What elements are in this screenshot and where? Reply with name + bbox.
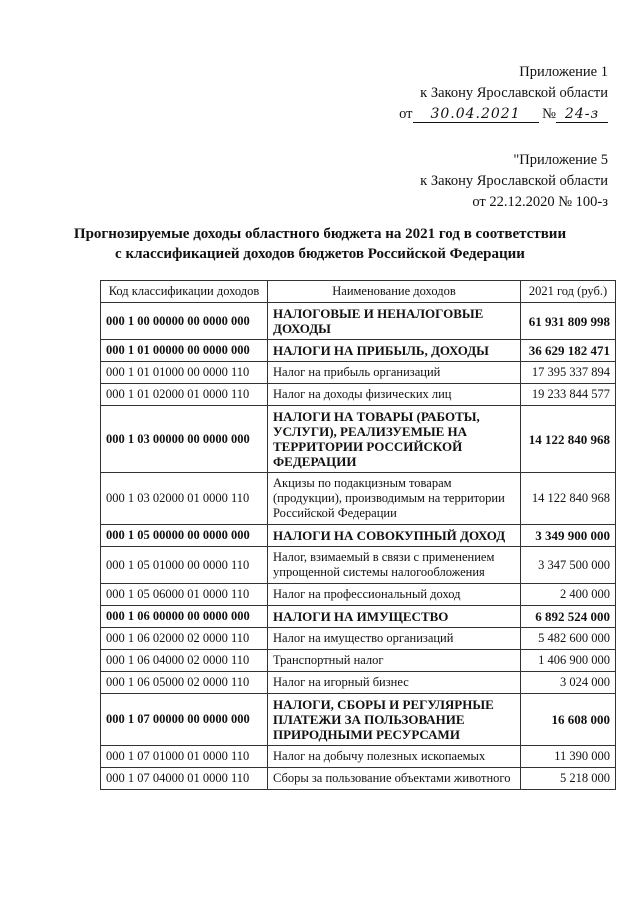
row-name: НАЛОГИ, СБОРЫ И РЕГУЛЯРНЫЕ ПЛАТЕЖИ ЗА ПОЛЬЗОВАНИЕ ПРИРОДНЫМИ РЕСУРСАМИ bbox=[268, 694, 521, 746]
table-row bbox=[101, 746, 616, 768]
row-amount: 17 395 337 894 bbox=[521, 362, 616, 384]
appendix-5-law: к Закону Ярославской области bbox=[420, 173, 608, 189]
header-name: Наименование доходов bbox=[268, 281, 521, 303]
appendix-5-header bbox=[420, 150, 608, 213]
row-code: 000 1 01 02000 01 0000 110 bbox=[101, 384, 268, 406]
table-row bbox=[101, 303, 616, 340]
table-row bbox=[101, 406, 616, 473]
table-header-row bbox=[101, 281, 616, 303]
row-amount: 5 482 600 000 bbox=[521, 628, 616, 650]
table-row bbox=[101, 650, 616, 672]
appendix-5-title: "Приложение 5 bbox=[513, 152, 608, 168]
row-amount: 2 400 000 bbox=[521, 584, 616, 606]
header-amount: 2021 год (руб.) bbox=[521, 281, 616, 303]
table-row bbox=[101, 768, 616, 790]
row-name: Налог на профессиональный доход bbox=[268, 584, 521, 606]
row-name: НАЛОГИ НА СОВОКУПНЫЙ ДОХОД bbox=[268, 525, 521, 547]
row-code: 000 1 06 04000 02 0000 110 bbox=[101, 650, 268, 672]
row-amount: 6 892 524 000 bbox=[521, 606, 616, 628]
row-amount: 14 122 840 968 bbox=[521, 406, 616, 473]
row-name: НАЛОГОВЫЕ И НЕНАЛОГОВЫЕ ДОХОДЫ bbox=[268, 303, 521, 340]
row-amount: 5 218 000 bbox=[521, 768, 616, 790]
row-name: НАЛОГИ НА ТОВАРЫ (РАБОТЫ, УСЛУГИ), РЕАЛИЗУЕМЫЕ НА ТЕРРИТОРИИ РОССИЙСКОЙ ФЕДЕРАЦИИ bbox=[268, 406, 521, 473]
row-name: Налог, взимаемый в связи с применением упрощенной системы налогообложения bbox=[268, 547, 521, 584]
appendix-5-date: от 22.12.2020 № 100-з bbox=[472, 194, 608, 210]
appendix-1-num-label: № bbox=[542, 106, 556, 122]
row-code: 000 1 05 01000 00 0000 110 bbox=[101, 547, 268, 584]
table-row bbox=[101, 384, 616, 406]
row-amount: 61 931 809 998 bbox=[521, 303, 616, 340]
row-name: НАЛОГИ НА ИМУЩЕСТВО bbox=[268, 606, 521, 628]
row-amount: 19 233 844 577 bbox=[521, 384, 616, 406]
row-name: Налог на игорный бизнес bbox=[268, 672, 521, 694]
row-code: 000 1 03 02000 01 0000 110 bbox=[101, 473, 268, 525]
handwritten-date: 30.04.2021 bbox=[413, 106, 539, 123]
row-code: 000 1 06 02000 02 0000 110 bbox=[101, 628, 268, 650]
row-code: 000 1 00 00000 00 0000 000 bbox=[101, 303, 268, 340]
table-row bbox=[101, 525, 616, 547]
appendix-1-header bbox=[399, 62, 608, 125]
row-name: Налог на добычу полезных ископаемых bbox=[268, 746, 521, 768]
row-name: Налог на прибыль организаций bbox=[268, 362, 521, 384]
handwritten-number: 24-з bbox=[556, 106, 608, 123]
table-row bbox=[101, 584, 616, 606]
row-code: 000 1 06 00000 00 0000 000 bbox=[101, 606, 268, 628]
document-title bbox=[0, 224, 640, 264]
row-code: 000 1 05 06000 01 0000 110 bbox=[101, 584, 268, 606]
table-row bbox=[101, 694, 616, 746]
row-name: НАЛОГИ НА ПРИБЫЛЬ, ДОХОДЫ bbox=[268, 340, 521, 362]
row-amount: 14 122 840 968 bbox=[521, 473, 616, 525]
row-amount: 3 349 900 000 bbox=[521, 525, 616, 547]
appendix-1-from: от bbox=[399, 106, 413, 122]
row-amount: 16 608 000 bbox=[521, 694, 616, 746]
row-name: Транспортный налог bbox=[268, 650, 521, 672]
header-code: Код классификации доходов bbox=[101, 281, 268, 303]
row-code: 000 1 03 00000 00 0000 000 bbox=[101, 406, 268, 473]
row-name: Налог на доходы физических лиц bbox=[268, 384, 521, 406]
table-row bbox=[101, 340, 616, 362]
row-amount: 11 390 000 bbox=[521, 746, 616, 768]
table-row bbox=[101, 606, 616, 628]
row-code: 000 1 01 01000 00 0000 110 bbox=[101, 362, 268, 384]
table-row bbox=[101, 547, 616, 584]
document-title-line-1: Прогнозируемые доходы областного бюджета на 2021 год в соответствии bbox=[73, 226, 567, 242]
row-code: 000 1 01 00000 00 0000 000 bbox=[101, 340, 268, 362]
appendix-1-title: Приложение 1 bbox=[519, 64, 608, 80]
table-row bbox=[101, 628, 616, 650]
table-row bbox=[101, 362, 616, 384]
row-name: Акцизы по подакцизным товарам (продукции), производимым на территории Российской Федерации bbox=[268, 473, 521, 525]
row-name: Сборы за пользование объектами животного bbox=[268, 768, 521, 790]
row-code: 000 1 06 05000 02 0000 110 bbox=[101, 672, 268, 694]
row-code: 000 1 05 00000 00 0000 000 bbox=[101, 525, 268, 547]
row-amount: 3 347 500 000 bbox=[521, 547, 616, 584]
row-code: 000 1 07 00000 00 0000 000 bbox=[101, 694, 268, 746]
row-code: 000 1 07 01000 01 0000 110 bbox=[101, 746, 268, 768]
row-amount: 1 406 900 000 bbox=[521, 650, 616, 672]
row-amount: 36 629 182 471 bbox=[521, 340, 616, 362]
appendix-1-law: к Закону Ярославской области bbox=[420, 85, 608, 101]
appendix-1-date-line bbox=[399, 104, 608, 125]
document-title-line-2: с классификацией доходов бюджетов Российской Федерации bbox=[115, 246, 525, 262]
income-table bbox=[100, 280, 616, 790]
row-amount: 3 024 000 bbox=[521, 672, 616, 694]
row-code: 000 1 07 04000 01 0000 110 bbox=[101, 768, 268, 790]
table-row bbox=[101, 672, 616, 694]
row-name: Налог на имущество организаций bbox=[268, 628, 521, 650]
table-row bbox=[101, 473, 616, 525]
